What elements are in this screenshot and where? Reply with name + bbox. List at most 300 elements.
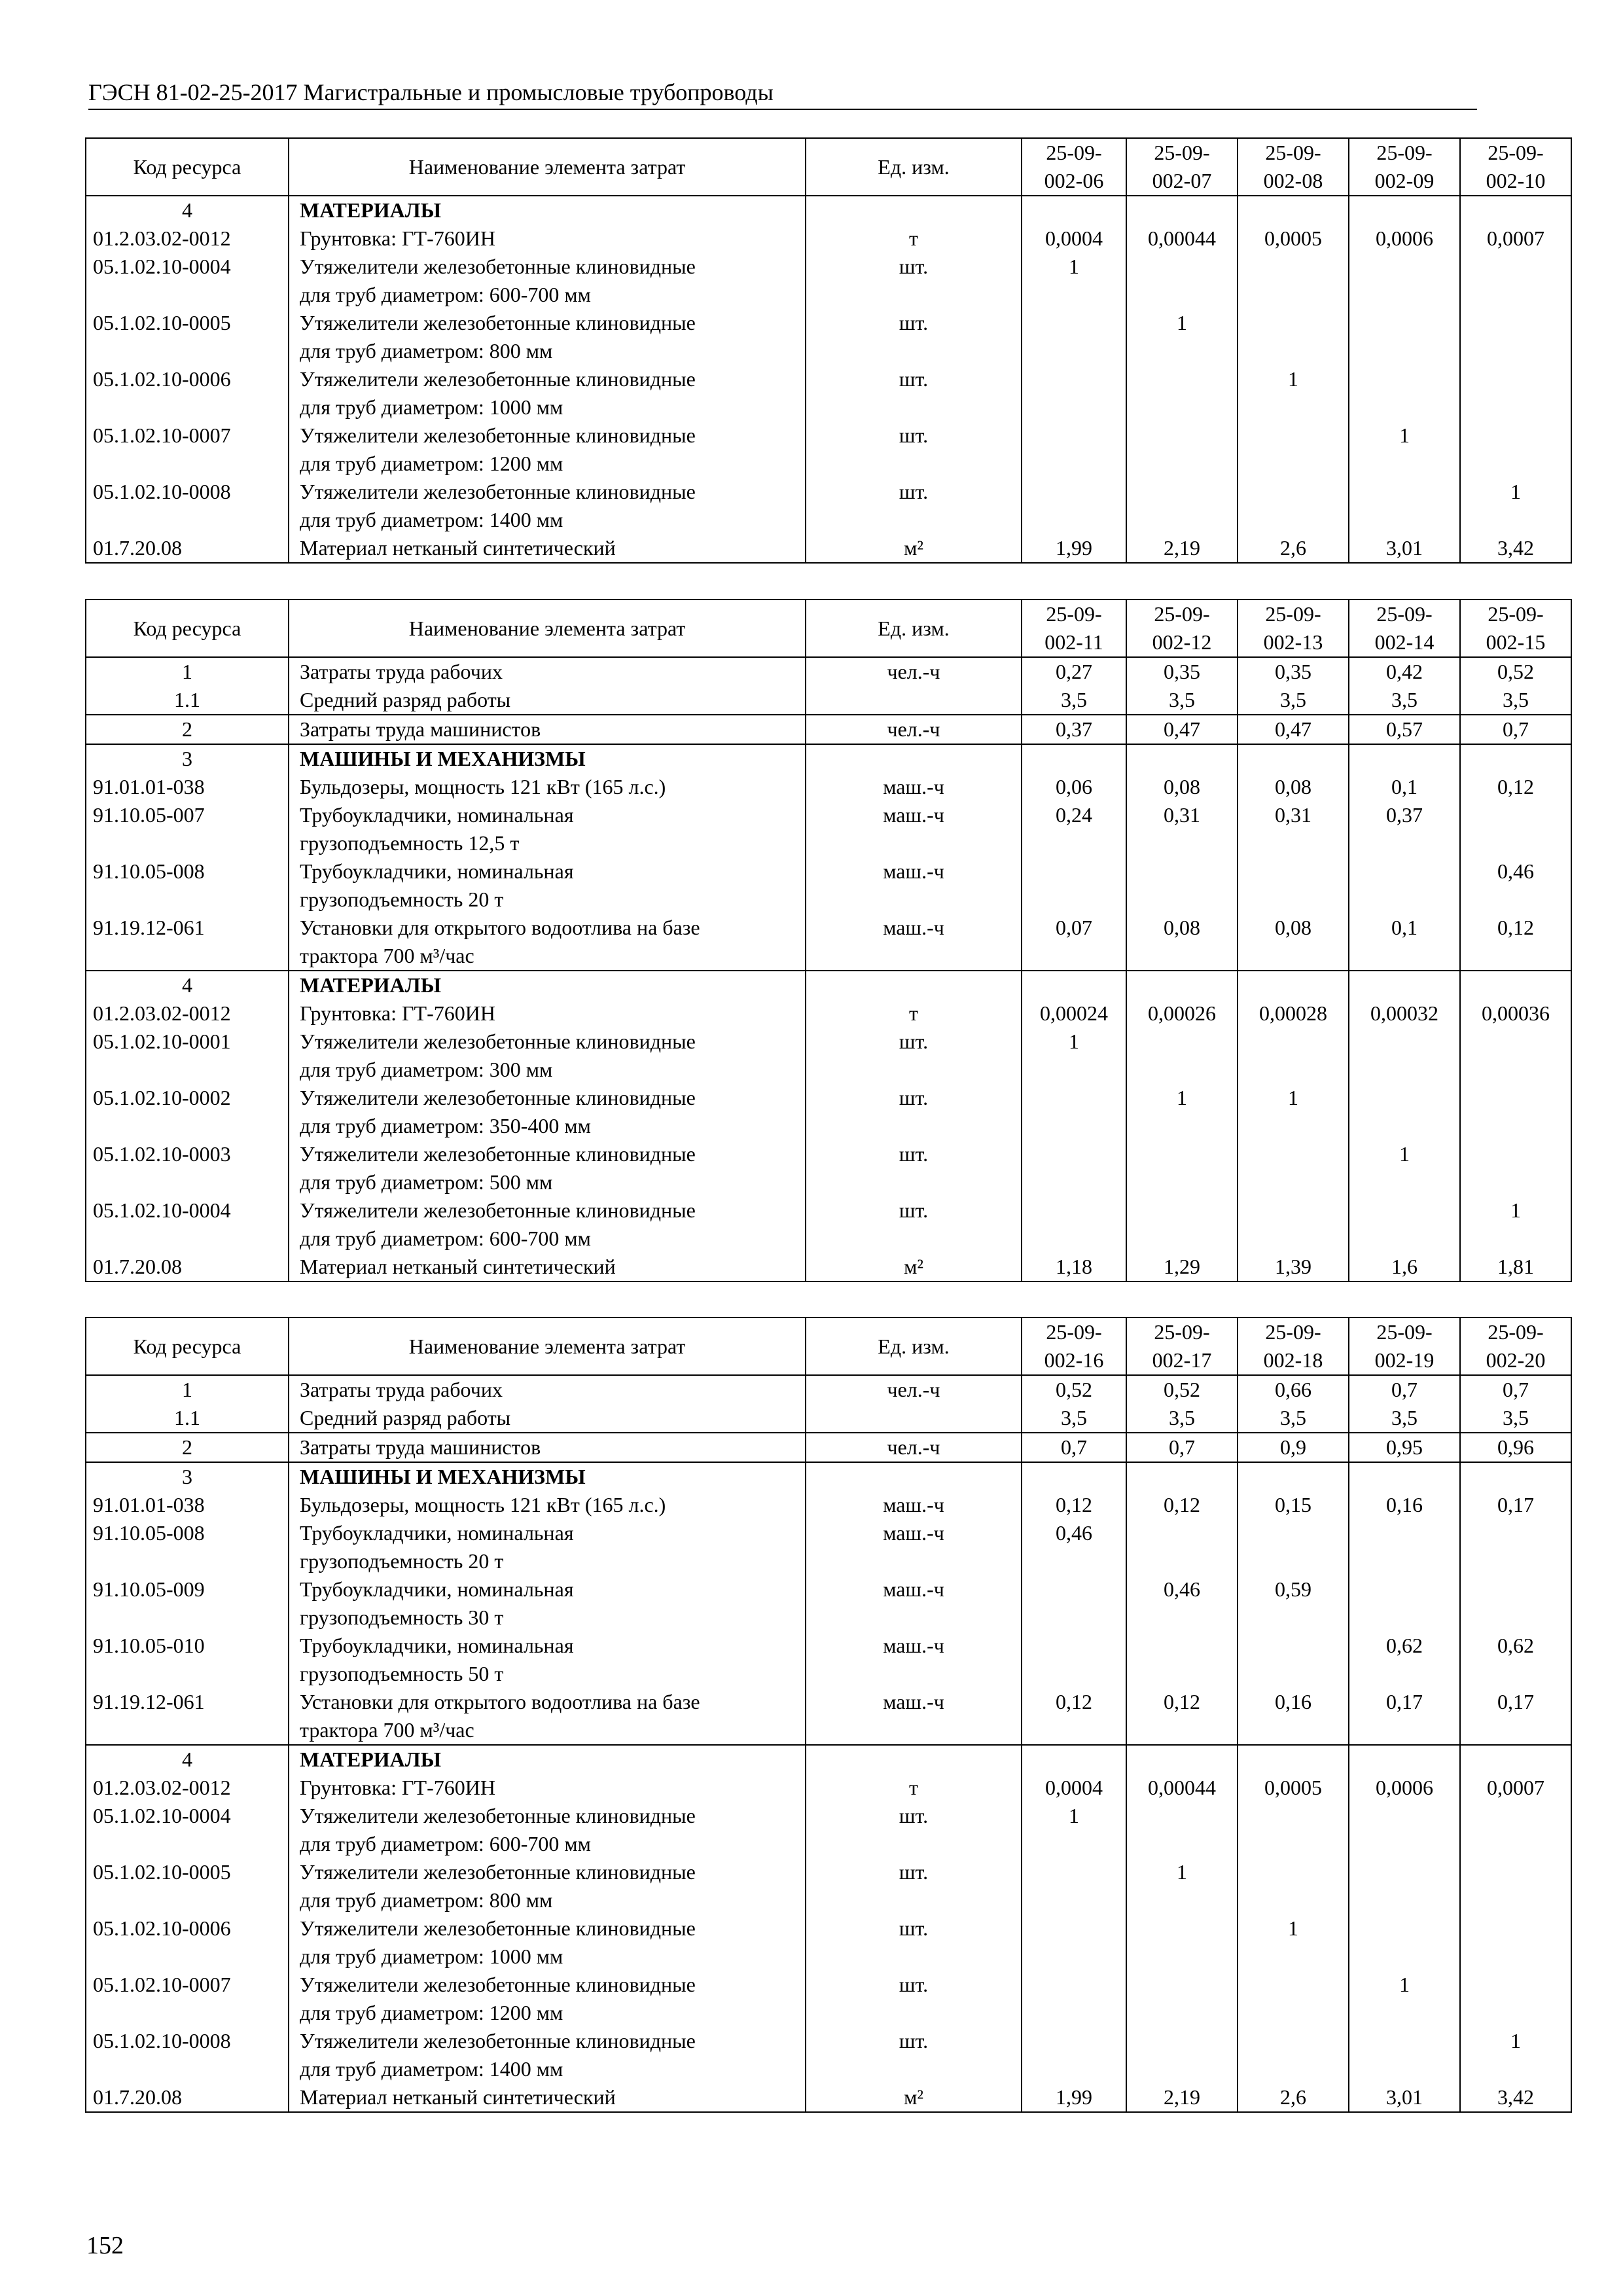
norm-value: 1 xyxy=(1238,365,1349,422)
norm-value xyxy=(1126,1802,1238,1858)
norm-value: 0,35 xyxy=(1126,657,1238,686)
norm-value: 3,5 xyxy=(1238,1404,1349,1433)
norm-value: 0,0005 xyxy=(1238,1774,1349,1802)
norm-value xyxy=(1022,1858,1126,1914)
norm-value xyxy=(1460,196,1571,224)
cost-element-name: Бульдозеры, мощность 121 кВт (165 л.с.) xyxy=(289,1491,806,1519)
norm-value: 1 xyxy=(1238,1914,1349,1971)
norm-value xyxy=(1126,1745,1238,1774)
resource-code: 1 xyxy=(86,657,289,686)
norm-value xyxy=(1349,1519,1460,1575)
norm-value: 0,1 xyxy=(1349,773,1460,801)
norm-value: 0,0004 xyxy=(1022,224,1126,253)
norm-value: 0,08 xyxy=(1238,914,1349,971)
norm-value xyxy=(1349,309,1460,365)
unit-of-measure xyxy=(806,686,1022,715)
cost-element-name: Утяжелители железобетонные клиновидные для труб диаметром: 1400 мм xyxy=(289,478,806,534)
norm-value xyxy=(1349,2027,1460,2083)
table-row xyxy=(86,1491,1571,1519)
norm-value xyxy=(1460,1858,1571,1914)
cost-element-name: Материал нетканый синтетический xyxy=(289,1253,806,1282)
unit-of-measure: т xyxy=(806,999,1022,1028)
norm-value: 0,7 xyxy=(1022,1433,1126,1462)
section-row xyxy=(86,1404,1571,1433)
norm-value: 0,37 xyxy=(1022,715,1126,744)
norm-value: 2,19 xyxy=(1126,534,1238,563)
norm-value xyxy=(1349,478,1460,534)
table-row xyxy=(86,2083,1571,2112)
norm-value xyxy=(1460,1802,1571,1858)
cost-element-name: Средний разряд работы xyxy=(289,1404,806,1433)
column-header-norm-code: 25-09- 002-16 xyxy=(1022,1318,1126,1375)
norm-value: 1,99 xyxy=(1022,534,1126,563)
unit-of-measure: маш.-ч xyxy=(806,1491,1022,1519)
resource-code: 05.1.02.10-0008 xyxy=(86,478,289,534)
unit-of-measure: м² xyxy=(806,534,1022,563)
cost-element-name: Утяжелители железобетонные клиновидные для труб диаметром: 600-700 мм xyxy=(289,1196,806,1253)
norm-value: 0,7 xyxy=(1460,1375,1571,1404)
norm-value: 0,27 xyxy=(1022,657,1126,686)
column-header-norm-code: 25-09- 002-20 xyxy=(1460,1318,1571,1375)
norm-value xyxy=(1349,1462,1460,1491)
table-row xyxy=(86,1028,1571,1084)
norm-value xyxy=(1022,1196,1126,1253)
cost-element-name: Утяжелители железобетонные клиновидные для труб диаметром: 1400 мм xyxy=(289,2027,806,2083)
section-row xyxy=(86,1462,1571,1491)
cost-element-name: Утяжелители железобетонные клиновидные для труб диаметром: 600-700 мм xyxy=(289,1802,806,1858)
norm-value xyxy=(1349,857,1460,914)
norm-value: 0,12 xyxy=(1126,1688,1238,1745)
column-header-norm-code: 25-09- 002-07 xyxy=(1126,138,1238,196)
cost-element-name: Утяжелители железобетонные клиновидные для труб диаметром: 1000 мм xyxy=(289,1914,806,1971)
section-row xyxy=(86,1375,1571,1404)
norm-value xyxy=(1349,744,1460,773)
norm-value xyxy=(1126,1914,1238,1971)
norm-value: 1 xyxy=(1460,2027,1571,2083)
norm-value: 0,12 xyxy=(1126,1491,1238,1519)
norm-value: 0,52 xyxy=(1022,1375,1126,1404)
cost-element-name: Трубоукладчики, номинальная грузоподъемность 20 т xyxy=(289,1519,806,1575)
norm-value: 1 xyxy=(1349,422,1460,478)
unit-of-measure: шт. xyxy=(806,1914,1022,1971)
norm-value xyxy=(1022,744,1126,773)
table-row xyxy=(86,534,1571,563)
norm-value xyxy=(1022,196,1126,224)
norm-value xyxy=(1022,1632,1126,1688)
norm-value xyxy=(1126,857,1238,914)
unit-of-measure: маш.-ч xyxy=(806,1575,1022,1632)
norm-value xyxy=(1126,744,1238,773)
norm-value xyxy=(1022,971,1126,999)
unit-of-measure: маш.-ч xyxy=(806,857,1022,914)
norm-value xyxy=(1126,1632,1238,1688)
norm-value: 0,37 xyxy=(1349,801,1460,857)
resource-code: 91.10.05-008 xyxy=(86,1519,289,1575)
norm-value xyxy=(1349,1084,1460,1140)
column-header-name: Наименование элемента затрат xyxy=(289,138,806,196)
norm-value xyxy=(1460,1462,1571,1491)
resource-code: 3 xyxy=(86,744,289,773)
norm-value: 0,12 xyxy=(1460,914,1571,971)
norm-value: 0,59 xyxy=(1238,1575,1349,1632)
cost-element-name: Затраты труда машинистов xyxy=(289,715,806,744)
resource-code: 05.1.02.10-0004 xyxy=(86,253,289,309)
norm-value: 1,18 xyxy=(1022,1253,1126,1282)
norm-value: 1 xyxy=(1022,1028,1126,1084)
norm-value xyxy=(1238,196,1349,224)
table-row xyxy=(86,857,1571,914)
cost-element-name: МАШИНЫ И МЕХАНИЗМЫ xyxy=(289,744,806,773)
cost-element-name: Затраты труда рабочих xyxy=(289,657,806,686)
unit-of-measure xyxy=(806,971,1022,999)
norm-value: 3,01 xyxy=(1349,2083,1460,2112)
cost-table-3 xyxy=(85,1317,1572,2113)
table-row xyxy=(86,1914,1571,1971)
norm-value: 1,99 xyxy=(1022,2083,1126,2112)
column-header-norm-code: 25-09- 002-15 xyxy=(1460,600,1571,657)
norm-value: 0,08 xyxy=(1126,914,1238,971)
norm-value xyxy=(1349,1028,1460,1084)
section-row xyxy=(86,1433,1571,1462)
norm-value: 0,08 xyxy=(1126,773,1238,801)
unit-of-measure: шт. xyxy=(806,478,1022,534)
cost-element-name: Трубоукладчики, номинальная грузоподъемность 12,5 т xyxy=(289,801,806,857)
norm-value: 0,0007 xyxy=(1460,1774,1571,1802)
norm-value: 0,31 xyxy=(1126,801,1238,857)
norm-value xyxy=(1460,1745,1571,1774)
column-header-unit: Ед. изм. xyxy=(806,1318,1022,1375)
unit-of-measure: шт. xyxy=(806,1858,1022,1914)
norm-value xyxy=(1349,1914,1460,1971)
norm-value: 0,46 xyxy=(1126,1575,1238,1632)
norm-value xyxy=(1238,1971,1349,2027)
norm-value xyxy=(1238,309,1349,365)
unit-of-measure xyxy=(806,1745,1022,1774)
norm-value: 3,42 xyxy=(1460,534,1571,563)
norm-value xyxy=(1460,744,1571,773)
norm-value xyxy=(1460,365,1571,422)
table-header-row xyxy=(86,138,1571,196)
norm-value: 0,7 xyxy=(1349,1375,1460,1404)
table-row xyxy=(86,1802,1571,1858)
column-header-norm-code: 25-09- 002-19 xyxy=(1349,1318,1460,1375)
unit-of-measure: шт. xyxy=(806,1140,1022,1196)
unit-of-measure: т xyxy=(806,224,1022,253)
norm-value xyxy=(1238,422,1349,478)
cost-element-name: МАШИНЫ И МЕХАНИЗМЫ xyxy=(289,1462,806,1491)
column-header-name: Наименование элемента затрат xyxy=(289,1318,806,1375)
norm-value: 1 xyxy=(1349,1971,1460,2027)
norm-value xyxy=(1126,196,1238,224)
unit-of-measure xyxy=(806,1462,1022,1491)
norm-value xyxy=(1238,2027,1349,2083)
norm-value: 2,19 xyxy=(1126,2083,1238,2112)
column-header-norm-code: 25-09- 002-13 xyxy=(1238,600,1349,657)
norm-value: 0,57 xyxy=(1349,715,1460,744)
norm-value xyxy=(1126,253,1238,309)
norm-value xyxy=(1238,1632,1349,1688)
norm-value xyxy=(1460,1140,1571,1196)
norm-value xyxy=(1238,253,1349,309)
column-header-norm-code: 25-09- 002-11 xyxy=(1022,600,1126,657)
unit-of-measure: маш.-ч xyxy=(806,801,1022,857)
resource-code: 91.01.01-038 xyxy=(86,773,289,801)
resource-code: 4 xyxy=(86,1745,289,1774)
norm-value: 0,12 xyxy=(1022,1491,1126,1519)
cost-element-name: Установки для открытого водоотлива на базе трактора 700 м³/час xyxy=(289,1688,806,1745)
norm-value: 0,00028 xyxy=(1238,999,1349,1028)
table-header-row xyxy=(86,600,1571,657)
norm-value xyxy=(1126,971,1238,999)
norm-value: 3,5 xyxy=(1460,686,1571,715)
norm-value: 1 xyxy=(1238,1084,1349,1140)
section-row xyxy=(86,196,1571,224)
norm-value: 2,6 xyxy=(1238,2083,1349,2112)
table-row xyxy=(86,773,1571,801)
norm-value xyxy=(1460,1084,1571,1140)
resource-code: 05.1.02.10-0004 xyxy=(86,1196,289,1253)
norm-value xyxy=(1460,309,1571,365)
column-header-norm-code: 25-09- 002-17 xyxy=(1126,1318,1238,1375)
column-header-norm-code: 25-09- 002-09 xyxy=(1349,138,1460,196)
resource-code: 91.19.12-061 xyxy=(86,1688,289,1745)
norm-value xyxy=(1126,478,1238,534)
section-row xyxy=(86,1745,1571,1774)
norm-value: 0,15 xyxy=(1238,1491,1349,1519)
unit-of-measure xyxy=(806,744,1022,773)
norm-value: 0,1 xyxy=(1349,914,1460,971)
norm-value xyxy=(1238,1802,1349,1858)
resource-code: 2 xyxy=(86,715,289,744)
resource-code: 91.10.05-009 xyxy=(86,1575,289,1632)
norm-value xyxy=(1238,971,1349,999)
unit-of-measure: шт. xyxy=(806,253,1022,309)
cost-element-name: Трубоукладчики, номинальная грузоподъемность 20 т xyxy=(289,857,806,914)
table-row xyxy=(86,1971,1571,2027)
resource-code: 01.2.03.02-0012 xyxy=(86,224,289,253)
resource-code: 01.2.03.02-0012 xyxy=(86,999,289,1028)
norm-value: 0,06 xyxy=(1022,773,1126,801)
norm-value xyxy=(1238,1028,1349,1084)
norm-value xyxy=(1022,1914,1126,1971)
table-row xyxy=(86,1084,1571,1140)
norm-value: 0,00044 xyxy=(1126,1774,1238,1802)
norm-value: 0,0005 xyxy=(1238,224,1349,253)
unit-of-measure: м² xyxy=(806,2083,1022,2112)
cost-element-name: Материал нетканый синтетический xyxy=(289,2083,806,2112)
table-row xyxy=(86,1253,1571,1282)
norm-value: 0,00024 xyxy=(1022,999,1126,1028)
column-header-unit: Ед. изм. xyxy=(806,600,1022,657)
norm-value xyxy=(1022,1140,1126,1196)
norm-value: 3,5 xyxy=(1349,686,1460,715)
cost-element-name: Затраты труда рабочих xyxy=(289,1375,806,1404)
norm-value: 1,81 xyxy=(1460,1253,1571,1282)
norm-value xyxy=(1460,422,1571,478)
resource-code: 1.1 xyxy=(86,686,289,715)
norm-value: 0,0007 xyxy=(1460,224,1571,253)
norm-value: 0,00026 xyxy=(1126,999,1238,1028)
unit-of-measure: чел.-ч xyxy=(806,1375,1022,1404)
page-header: ГЭСН 81-02-25-2017 Магистральные и промысловые трубопроводы xyxy=(88,77,1477,110)
column-header-norm-code: 25-09- 002-14 xyxy=(1349,600,1460,657)
column-header-unit: Ед. изм. xyxy=(806,138,1022,196)
column-header-norm-code: 25-09- 002-08 xyxy=(1238,138,1349,196)
norm-value: 3,5 xyxy=(1349,1404,1460,1433)
column-header-name: Наименование элемента затрат xyxy=(289,600,806,657)
norm-value: 1 xyxy=(1126,1858,1238,1914)
unit-of-measure: шт. xyxy=(806,309,1022,365)
norm-value: 1 xyxy=(1460,478,1571,534)
norm-value xyxy=(1349,971,1460,999)
cost-element-name: Установки для открытого водоотлива на базе трактора 700 м³/час xyxy=(289,914,806,971)
norm-value xyxy=(1238,1462,1349,1491)
table-row xyxy=(86,1858,1571,1914)
unit-of-measure: шт. xyxy=(806,1196,1022,1253)
resource-code: 91.01.01-038 xyxy=(86,1491,289,1519)
norm-value: 0,52 xyxy=(1460,657,1571,686)
norm-value xyxy=(1126,2027,1238,2083)
norm-value xyxy=(1238,1196,1349,1253)
unit-of-measure: шт. xyxy=(806,2027,1022,2083)
cost-element-name: Утяжелители железобетонные клиновидные для труб диаметром: 800 мм xyxy=(289,309,806,365)
resource-code: 05.1.02.10-0008 xyxy=(86,2027,289,2083)
resource-code: 91.10.05-007 xyxy=(86,801,289,857)
section-row xyxy=(86,744,1571,773)
table-row xyxy=(86,1688,1571,1745)
resource-code: 05.1.02.10-0004 xyxy=(86,1802,289,1858)
norm-value xyxy=(1126,1028,1238,1084)
norm-value xyxy=(1460,971,1571,999)
cost-element-name: МАТЕРИАЛЫ xyxy=(289,1745,806,1774)
norm-value: 3,5 xyxy=(1126,686,1238,715)
norm-value: 0,0004 xyxy=(1022,1774,1126,1802)
norm-value xyxy=(1022,422,1126,478)
cost-element-name: Затраты труда машинистов xyxy=(289,1433,806,1462)
norm-value: 0,47 xyxy=(1238,715,1349,744)
norm-value xyxy=(1460,1971,1571,2027)
norm-value: 1 xyxy=(1460,1196,1571,1253)
table-row xyxy=(86,309,1571,365)
norm-value: 0,00044 xyxy=(1126,224,1238,253)
section-row xyxy=(86,657,1571,686)
norm-value xyxy=(1022,2027,1126,2083)
cost-element-name: Утяжелители железобетонные клиновидные для труб диаметром: 300 мм xyxy=(289,1028,806,1084)
column-header-norm-code: 25-09- 002-12 xyxy=(1126,600,1238,657)
section-row xyxy=(86,715,1571,744)
unit-of-measure: чел.-ч xyxy=(806,1433,1022,1462)
cost-element-name: Бульдозеры, мощность 121 кВт (165 л.с.) xyxy=(289,773,806,801)
resource-code: 1.1 xyxy=(86,1404,289,1433)
table-row xyxy=(86,1140,1571,1196)
unit-of-measure: шт. xyxy=(806,1802,1022,1858)
section-row xyxy=(86,971,1571,999)
table-row xyxy=(86,1519,1571,1575)
norm-value: 3,5 xyxy=(1022,1404,1126,1433)
column-header-norm-code: 25-09- 002-06 xyxy=(1022,138,1126,196)
cost-element-name: Утяжелители железобетонные клиновидные для труб диаметром: 800 мм xyxy=(289,1858,806,1914)
cost-element-name: Материал нетканый синтетический xyxy=(289,534,806,563)
norm-value xyxy=(1349,196,1460,224)
norm-value xyxy=(1460,1914,1571,1971)
norm-value: 1 xyxy=(1022,1802,1126,1858)
table-row xyxy=(86,365,1571,422)
cost-element-name: Утяжелители железобетонные клиновидные для труб диаметром: 600-700 мм xyxy=(289,253,806,309)
norm-value: 0,62 xyxy=(1349,1632,1460,1688)
norm-value: 0,47 xyxy=(1126,715,1238,744)
norm-value: 0,46 xyxy=(1022,1519,1126,1575)
column-header-norm-code: 25-09- 002-18 xyxy=(1238,1318,1349,1375)
norm-value xyxy=(1349,1802,1460,1858)
resource-code: 3 xyxy=(86,1462,289,1491)
norm-value: 3,5 xyxy=(1126,1404,1238,1433)
table-row xyxy=(86,422,1571,478)
unit-of-measure: маш.-ч xyxy=(806,1688,1022,1745)
norm-value: 0,00036 xyxy=(1460,999,1571,1028)
resource-code: 91.19.12-061 xyxy=(86,914,289,971)
cost-element-name: Утяжелители железобетонные клиновидные для труб диаметром: 500 мм xyxy=(289,1140,806,1196)
table-row xyxy=(86,1575,1571,1632)
norm-value xyxy=(1349,1575,1460,1632)
resource-code: 05.1.02.10-0005 xyxy=(86,309,289,365)
column-header-code: Код ресурса xyxy=(86,138,289,196)
resource-code: 05.1.02.10-0002 xyxy=(86,1084,289,1140)
norm-value: 0,0006 xyxy=(1349,224,1460,253)
norm-value xyxy=(1238,1858,1349,1914)
unit-of-measure: чел.-ч xyxy=(806,715,1022,744)
norm-value xyxy=(1349,1858,1460,1914)
norm-value xyxy=(1022,1084,1126,1140)
norm-value xyxy=(1349,1745,1460,1774)
norm-value xyxy=(1238,478,1349,534)
table-row xyxy=(86,801,1571,857)
norm-value: 0,24 xyxy=(1022,801,1126,857)
table-row xyxy=(86,999,1571,1028)
norm-value: 3,01 xyxy=(1349,534,1460,563)
norm-value: 0,16 xyxy=(1349,1491,1460,1519)
norm-value xyxy=(1126,1519,1238,1575)
cost-element-name: Грунтовка: ГТ-760ИН xyxy=(289,1774,806,1802)
unit-of-measure: маш.-ч xyxy=(806,1519,1022,1575)
norm-value xyxy=(1126,422,1238,478)
norm-value xyxy=(1022,857,1126,914)
resource-code: 05.1.02.10-0006 xyxy=(86,365,289,422)
norm-value: 0,96 xyxy=(1460,1433,1571,1462)
norm-value: 0,46 xyxy=(1460,857,1571,914)
norm-value xyxy=(1460,801,1571,857)
resource-code: 05.1.02.10-0007 xyxy=(86,1971,289,2027)
cost-element-name: Грунтовка: ГТ-760ИН xyxy=(289,224,806,253)
table-row xyxy=(86,914,1571,971)
norm-value xyxy=(1022,1462,1126,1491)
norm-value: 0,12 xyxy=(1460,773,1571,801)
norm-value xyxy=(1126,1196,1238,1253)
norm-value: 0,7 xyxy=(1126,1433,1238,1462)
norm-value xyxy=(1022,365,1126,422)
resource-code: 1 xyxy=(86,1375,289,1404)
norm-value xyxy=(1126,1462,1238,1491)
cost-table-2 xyxy=(85,599,1572,1282)
table-row xyxy=(86,2027,1571,2083)
norm-value xyxy=(1460,253,1571,309)
norm-value: 0,9 xyxy=(1238,1433,1349,1462)
norm-value: 3,42 xyxy=(1460,2083,1571,2112)
norm-value: 0,35 xyxy=(1238,657,1349,686)
resource-code: 05.1.02.10-0003 xyxy=(86,1140,289,1196)
norm-value xyxy=(1238,744,1349,773)
resource-code: 4 xyxy=(86,971,289,999)
norm-value xyxy=(1349,365,1460,422)
